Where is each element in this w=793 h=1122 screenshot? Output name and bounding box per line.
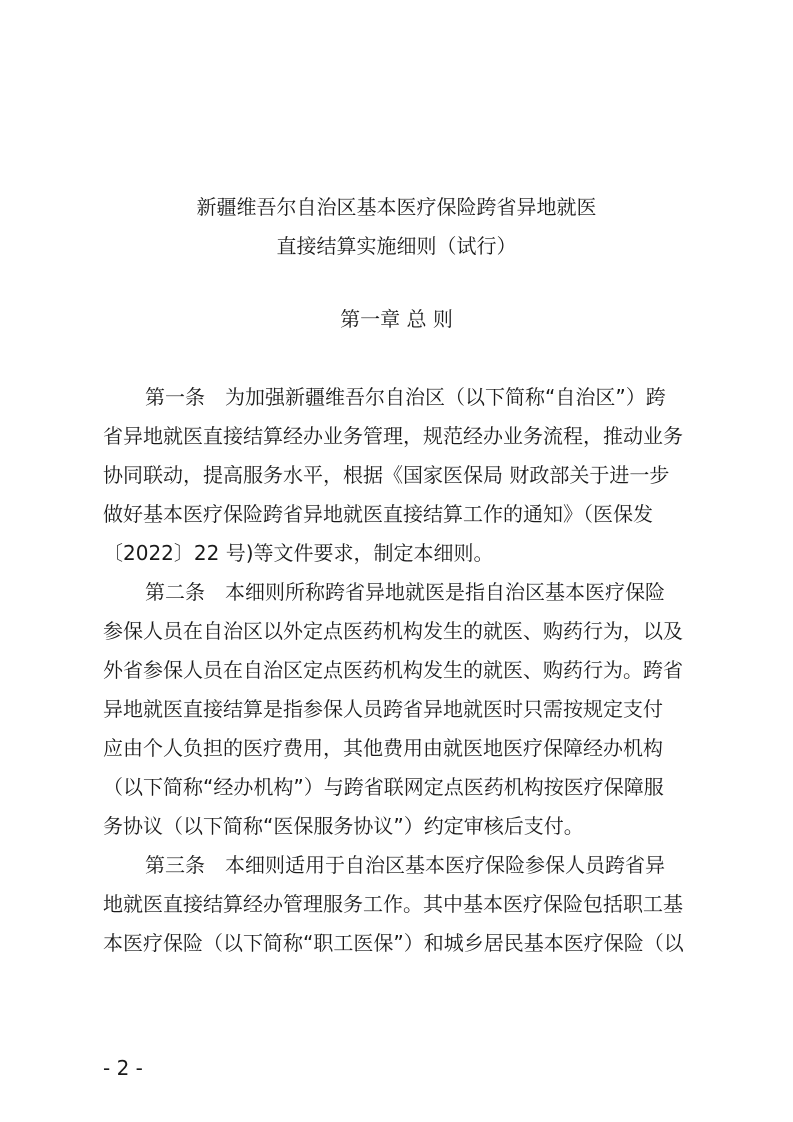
article-3-line-1: 第三条 本细则适用于自治区基本医疗保险参保人员跨省异 [145,853,665,877]
document-title-continued [0,225,793,267]
document-title [0,186,793,228]
article-2-line-2: 参保人员在自治区以外定点医药机构发生的就医、购药行为，以及 [103,619,683,643]
article-2-line-3: 外省参保人员在自治区定点医药机构发生的就医、购药行为。跨省 [103,658,683,682]
article-3-line-2: 地就医直接结算经办管理服务工作。其中基本医疗保险包括职工基 [103,892,683,916]
document-title-line-1: 新疆维吾尔自治区基本医疗保险跨省异地就医 [196,195,597,219]
article-2-line-4: 异地就医直接结算是指参保人员跨省异地就医时只需按规定支付 [103,697,663,721]
article-1-line-2: 省异地就医直接结算经办业务管理，规范经办业务流程，推动业务 [103,424,683,448]
article-2-line-7: 务协议（以下简称“医保服务协议”）约定审核后支付。 [103,814,584,838]
article-3-line-3: 本医疗保险（以下简称“职工医保”）和城乡居民基本医疗保险（以 [103,931,684,955]
document-title-line-2: 直接结算实施细则（试行） [276,234,517,258]
article-2-line-6: （以下简称“经办机构”）与跨省联网定点医药机构按医疗保障服 [103,775,664,799]
article-1-line-4: 做好基本医疗保险跨省异地就医直接结算工作的通知》（医保发 [103,502,653,526]
article-1-line-1: 第一条 为加强新疆维吾尔自治区（以下简称“自治区”）跨 [145,385,666,409]
page-number: - 2 - [103,1056,143,1080]
article-2-line-5: 应由个人负担的医疗费用，其他费用由就医地医疗保障经办机构 [103,736,663,760]
article-1-line-3: 协同联动，提高服务水平，根据《国家医保局 财政部关于进一步 [103,463,670,487]
chapter-heading: 第一章 总 则 [340,307,453,331]
article-1-line-5: 〔2022〕22 号)等文件要求，制定本细则。 [103,541,494,565]
article-2-line-1: 第二条 本细则所称跨省异地就医是指自治区基本医疗保险 [145,580,665,604]
